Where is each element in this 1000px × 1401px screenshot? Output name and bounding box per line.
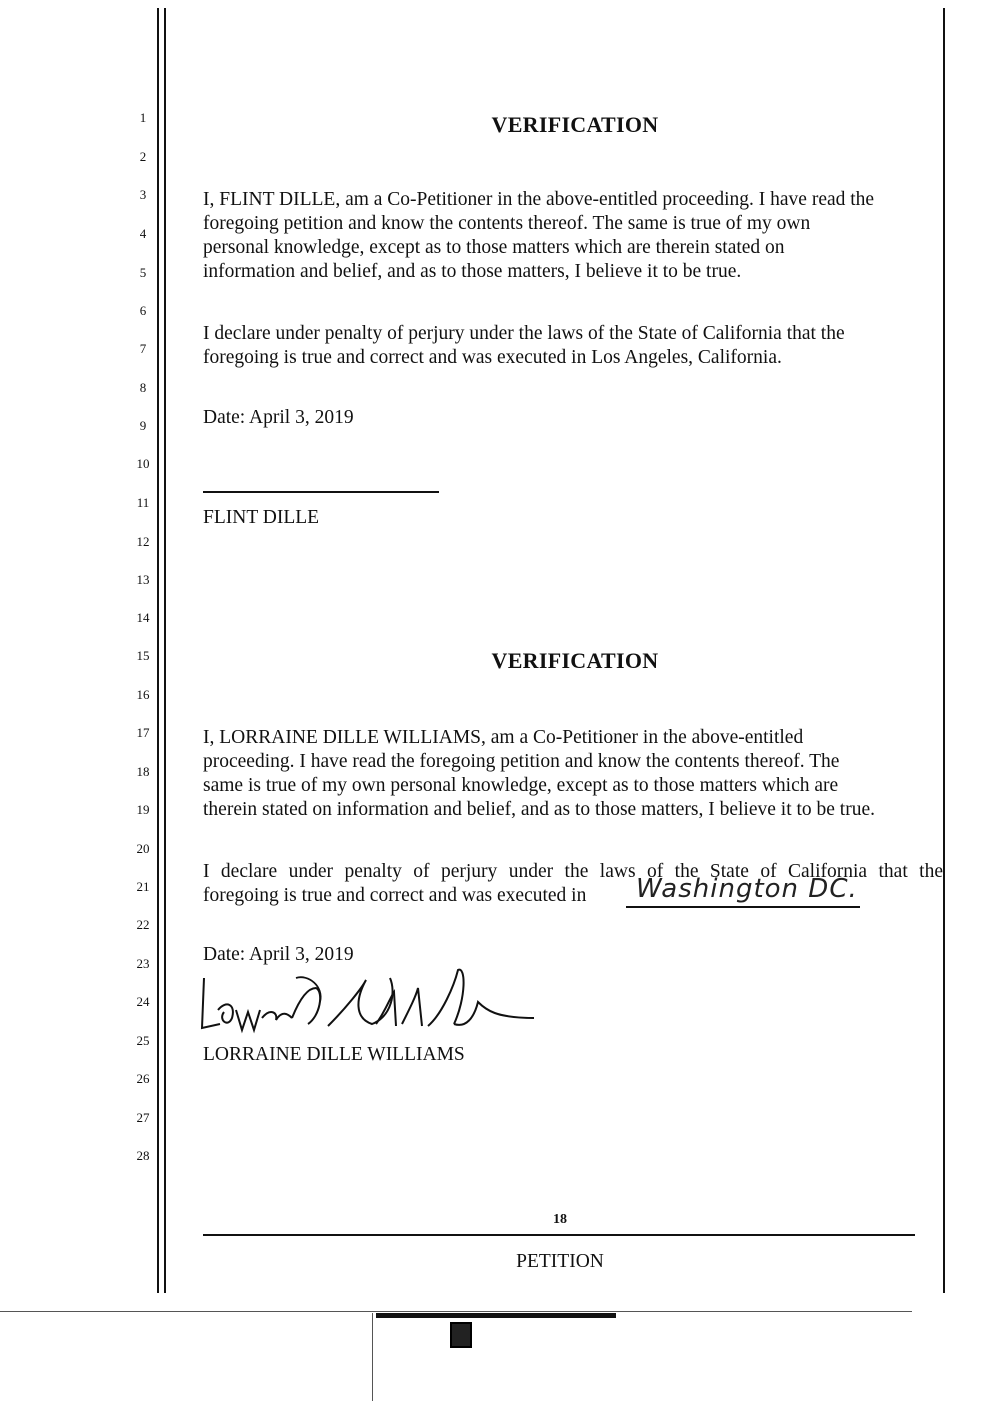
line-number: 27 xyxy=(136,1110,150,1125)
line-number: 12 xyxy=(136,534,150,549)
line-number: 13 xyxy=(136,572,150,587)
line-number: 11 xyxy=(136,495,150,510)
line-number: 5 xyxy=(139,265,147,280)
line-number: 20 xyxy=(136,841,150,856)
line-number: 8 xyxy=(139,380,147,395)
line-number: 18 xyxy=(136,764,150,779)
verification-heading: VERIFICATION xyxy=(491,112,659,137)
line-number: 17 xyxy=(136,725,150,740)
line-number: 22 xyxy=(136,917,150,932)
line-number: 21 xyxy=(136,879,150,894)
footer-rule xyxy=(203,1234,915,1236)
verification-paragraph: I, FLINT DILLE, am a Co-Petitioner in the above-entitled proceeding. I have read the foregoing petition and know the contents thereof. The same is true of my own personal knowledge, except as to those matters which are therein stated on information and belief, and as to those matters, I believe it to be true. xyxy=(203,189,875,282)
line-number: 2 xyxy=(139,149,147,164)
line-number: 16 xyxy=(136,687,150,702)
declaration-line: I declare under penalty of perjury under the laws of the State of California that the xyxy=(203,861,943,882)
line-number: 23 xyxy=(136,956,150,971)
verification-date: Date: April 3, 2019 xyxy=(203,944,354,965)
line-number: 24 xyxy=(136,994,150,1009)
verification-date: Date: April 3, 2019 xyxy=(203,407,354,428)
signature-line xyxy=(203,491,439,493)
scan-edge-vertical xyxy=(372,1313,373,1401)
binder-clip-icon xyxy=(450,1322,472,1348)
line-number: 15 xyxy=(136,648,150,663)
declaration-paragraph: I declare under penalty of perjury under the laws of the State of California that the foregoing is true and correct and was executed in Los Angeles, California. xyxy=(203,323,845,368)
declaration-line: foregoing is true and correct and was executed in xyxy=(203,885,587,906)
line-number: 7 xyxy=(139,341,147,356)
line-number: 1 xyxy=(139,110,147,125)
handwritten-location: Washington DC. xyxy=(636,874,858,904)
verification-heading: VERIFICATION xyxy=(491,648,659,673)
line-number: 25 xyxy=(136,1033,150,1048)
line-number: 6 xyxy=(139,303,147,318)
footer-title: PETITION xyxy=(516,1251,604,1272)
line-number: 19 xyxy=(136,802,150,817)
line-number: 26 xyxy=(136,1071,150,1086)
line-number: 10 xyxy=(136,456,150,471)
scan-edge-bar xyxy=(376,1313,616,1318)
location-underline xyxy=(626,906,860,908)
margin-line-right xyxy=(943,8,945,1293)
line-number: 14 xyxy=(136,610,150,625)
verification-paragraph: I, LORRAINE DILLE WILLIAMS, am a Co-Petitioner in the above-entitled proceeding. I have read the foregoing petition and know the contents thereof. The same is true of my own personal knowledge, except as to those matters which are therein stated on information and belief, and as to those matters, I believe it to be true. xyxy=(203,727,875,820)
line-number: 9 xyxy=(139,418,147,433)
page-number: 18 xyxy=(553,1212,567,1227)
signature-image xyxy=(196,958,536,1038)
line-number: 28 xyxy=(136,1148,150,1163)
signatory-name: LORRAINE DILLE WILLIAMS xyxy=(203,1044,465,1065)
scan-edge-line xyxy=(0,1311,912,1312)
signatory-name: FLINT DILLE xyxy=(203,507,320,528)
line-number: 4 xyxy=(139,226,147,241)
line-number: 3 xyxy=(139,187,147,202)
